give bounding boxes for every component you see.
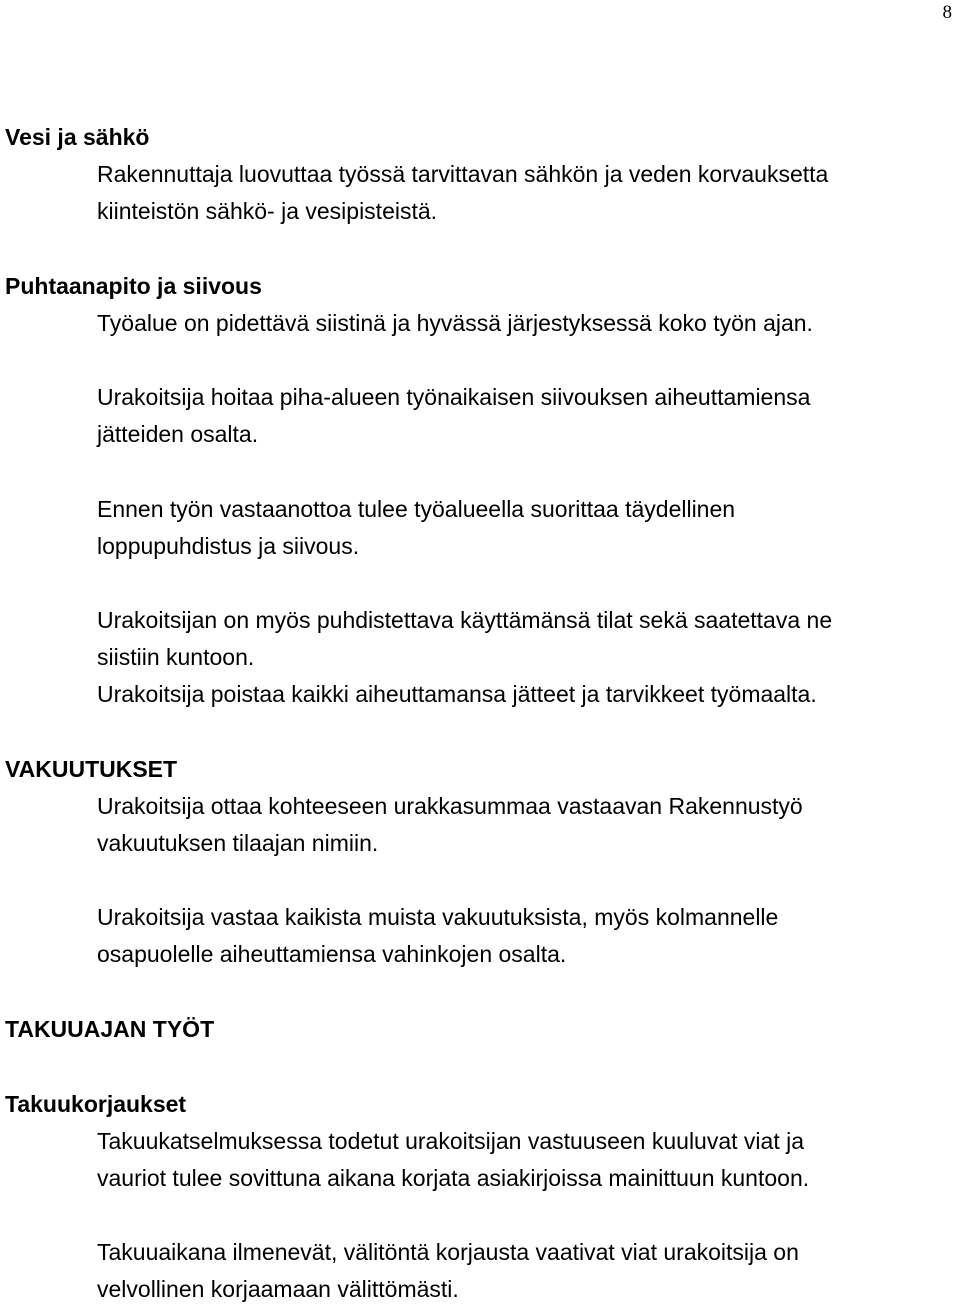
text-line: Urakoitsija hoitaa piha-alueen työnaikaisen siivouksen aiheuttamiensa (97, 384, 811, 410)
text-line: Työalue on pidettävä siistinä ja hyvässä järjestyksessä koko työn ajan. (97, 310, 813, 336)
text-line: vauriot tulee sovittuna aikana korjata asiakirjoissa mainittuun kuntoon. (97, 1165, 810, 1191)
text-line: kiinteistön sähkö- ja vesipisteistä. (97, 198, 438, 224)
heading-takuukorjaukset: Takuukorjaukset (5, 1091, 187, 1117)
page-number: 8 (942, 2, 952, 23)
paragraph-takuukorjaukset-2 (97, 1234, 799, 1308)
text-line: vakuutuksen tilaajan nimiin. (97, 830, 379, 856)
text-line: Takuuaikana ilmenevät, välitöntä korjausta vaativat viat urakoitsija on (97, 1239, 799, 1265)
text-line: Urakoitsija vastaa kaikista muista vakuutuksista, myös kolmannelle (97, 904, 779, 930)
heading-takuuajan-tyot: TAKUUAJAN TYÖT (5, 1016, 215, 1042)
text-line: jätteiden osalta. (97, 421, 259, 447)
paragraph-puhtaanapito-2 (97, 379, 810, 453)
heading-vakuutukset: VAKUUTUKSET (5, 756, 178, 782)
text-line: Urakoitsija poistaa kaikki aiheuttamansa jätteet ja tarvikkeet työmaalta. (97, 681, 817, 707)
text-line: Ennen työn vastaanottoa tulee työalueella suorittaa täydellinen (97, 496, 736, 522)
text-line: loppupuhdistus ja siivous. (97, 533, 360, 559)
paragraph-puhtaanapito-1 (97, 305, 813, 342)
text-line: osapuolelle aiheuttamiensa vahinkojen osalta. (97, 941, 567, 967)
heading-vesi-ja-sahko: Vesi ja sähkö (5, 124, 150, 150)
text-line: siistiin kuntoon. (97, 644, 255, 670)
paragraph-vakuutukset-1 (97, 788, 803, 862)
paragraph-vesi (97, 156, 828, 230)
paragraph-puhtaanapito-3 (97, 491, 735, 565)
paragraph-vakuutukset-2 (97, 899, 778, 973)
paragraph-takuukorjaukset-1 (97, 1123, 809, 1197)
text-line: Urakoitsija ottaa kohteeseen urakkasummaa vastaavan Rakennustyö (97, 793, 803, 819)
text-line: Takuukatselmuksessa todetut urakoitsijan vastuuseen kuuluvat viat ja (97, 1128, 805, 1154)
paragraph-puhtaanapito-4 (97, 602, 832, 713)
text-line: Urakoitsijan on myös puhdistettava käyttämänsä tilat sekä saatettava ne (97, 607, 833, 633)
text-line: velvollinen korjaamaan välittömästi. (97, 1276, 459, 1302)
heading-puhtaanapito: Puhtaanapito ja siivous (5, 273, 262, 299)
text-line: Rakennuttaja luovuttaa työssä tarvittavan sähkön ja veden korvauksetta (97, 161, 829, 187)
